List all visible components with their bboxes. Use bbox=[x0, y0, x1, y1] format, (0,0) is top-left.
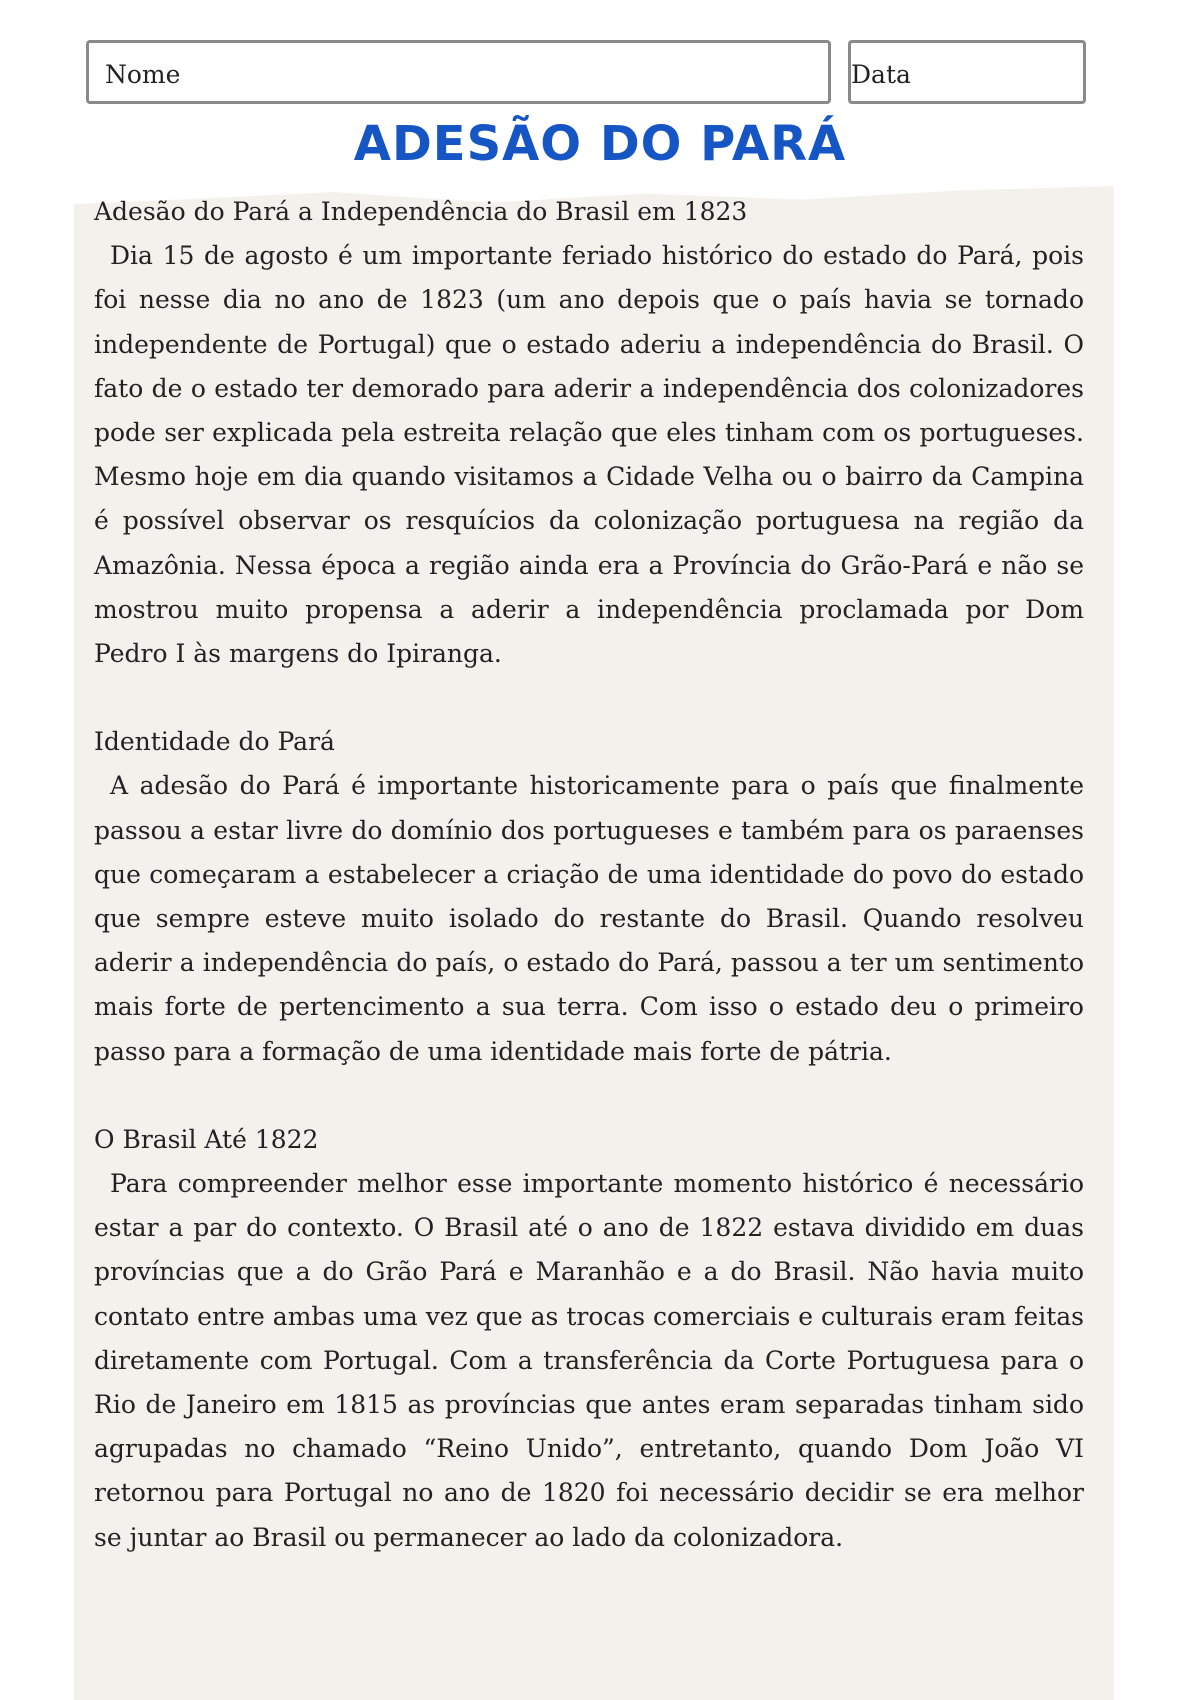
name-field[interactable] bbox=[86, 40, 831, 104]
section-heading: O Brasil Até 1822 bbox=[94, 1124, 319, 1154]
page-title: ADESÃO DO PARÁ bbox=[353, 116, 847, 172]
section-brasil-1822 bbox=[94, 1118, 1084, 1560]
date-field[interactable] bbox=[848, 40, 1086, 104]
name-label: Nome bbox=[105, 60, 181, 89]
section-paragraph: Dia 15 de agosto é um importante feriado histórico do estado do Pará, pois foi nesse dia no ano de 1823 (um ano depois que o país havia se tornado independente de Portugal) que o estado aderiu a independência do Brasil. O fato de o estado ter demorado para aderir a independência dos colonizadores pode ser explicada pela estreita relação que eles tinham com os portugueses. Mesmo hoje em dia quando visitamos a Cidade Velha ou o bairro da Campina é possível observar os resquícios da colonização portuguesa na região da Amazônia. Nessa época a região ainda era a Província do Grão-Pará e não se mostrou muito propensa a aderir a independência proclamada por Dom Pedro I às margens do Ipiranga. bbox=[94, 241, 1084, 669]
section-adesao bbox=[94, 190, 1084, 676]
section-identidade bbox=[94, 720, 1084, 1074]
article-body bbox=[94, 190, 1084, 1560]
section-heading: Adesão do Pará a Independência do Brasil em 1823 bbox=[94, 197, 748, 226]
section-heading: Identidade do Pará bbox=[94, 727, 335, 757]
section-paragraph: Para compreender melhor esse importante momento histórico é necessário estar a par do contexto. O Brasil até o ano de 1822 estava dividido em duas províncias que a do Grão Pará e Maranhão e a do Brasil. Não havia muito contato entre ambas uma vez que as trocas comerciais e culturais eram feitas diretamente com Portugal. Com a transferência da Corte Portuguesa para o Rio de Janeiro em 1815 as províncias que antes eram separadas tinham sido agrupadas no chamado “Reino Unido”, entretanto, quando Dom João VI retornou para Portugal no ano de 1820 foi necessário decidir se era melhor se juntar ao Brasil ou permanecer ao lado da colonizadora. bbox=[94, 1169, 1084, 1552]
section-paragraph: A adesão do Pará é importante historicamente para o país que finalmente passou a estar livre do domínio dos portugueses e também para os paraenses que começaram a estabelecer a criação de uma identidade do povo do estado que sempre esteve muito isolado do restante do Brasil. Quando resolveu aderir a independência do país, o estado do Pará, passou a ter um sentimento mais forte de pertencimento a sua terra. Com isso o estado deu o primeiro passo para a formação de uma identidade mais forte de pátria. bbox=[94, 771, 1084, 1066]
date-label: Data bbox=[851, 60, 911, 89]
